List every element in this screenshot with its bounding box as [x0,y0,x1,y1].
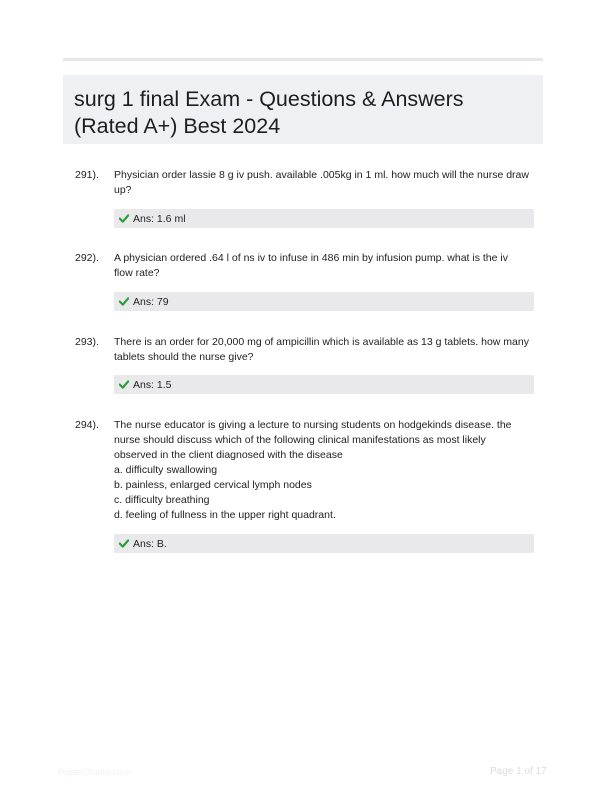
answer-box [114,209,534,228]
page-number: Page 1 of 17 [490,766,547,777]
document-title: surg 1 final Exam - Questions & Answers (Rated A+) Best 2024 [74,87,464,138]
answer-text: Ans: 79 [133,295,169,308]
answer-box [114,292,534,311]
question-text: A physician ordered .64 l of ns iv to infuse in 486 min by infusion pump. what is the iv flow rate? [114,252,508,279]
question-number: 291). [75,169,99,181]
check-icon [119,214,129,223]
check-icon [119,539,129,548]
check-icon [119,297,129,306]
answer-box [114,534,534,553]
question-number: 294). [75,419,99,431]
question-text: There is an order for 20,000 mg of ampicillin which is available as 13 g tablets. how many tablets should the nurse give? [114,336,529,363]
question-text: Physician order lassie 8 g iv push. available .005kg in 1 ml. how much will the nurse draw up? [114,169,529,196]
title-banner [63,75,543,144]
question-number: 293). [75,336,99,348]
top-divider [63,58,543,61]
answer-text: Ans: 1.6 ml [133,212,186,225]
answer-text: Ans: 1.5 [133,378,172,391]
footer-watermark: PaperStudio.com [58,767,131,778]
answer-box [114,375,534,394]
check-icon [119,380,129,389]
question-number: 292). [75,252,99,264]
answer-text: Ans: B. [133,537,167,550]
question-text: The nurse educator is giving a lecture to nursing students on hodgekinds disease. the nurse should discuss which of the following clinical manifestations as most likely observed in the client diagnosed with the disease a. difficulty swallowing b. painless, enlarged cervical lymph nodes c. difficulty breathing d. feeling of fullness in the upper right quadrant. [114,419,512,521]
